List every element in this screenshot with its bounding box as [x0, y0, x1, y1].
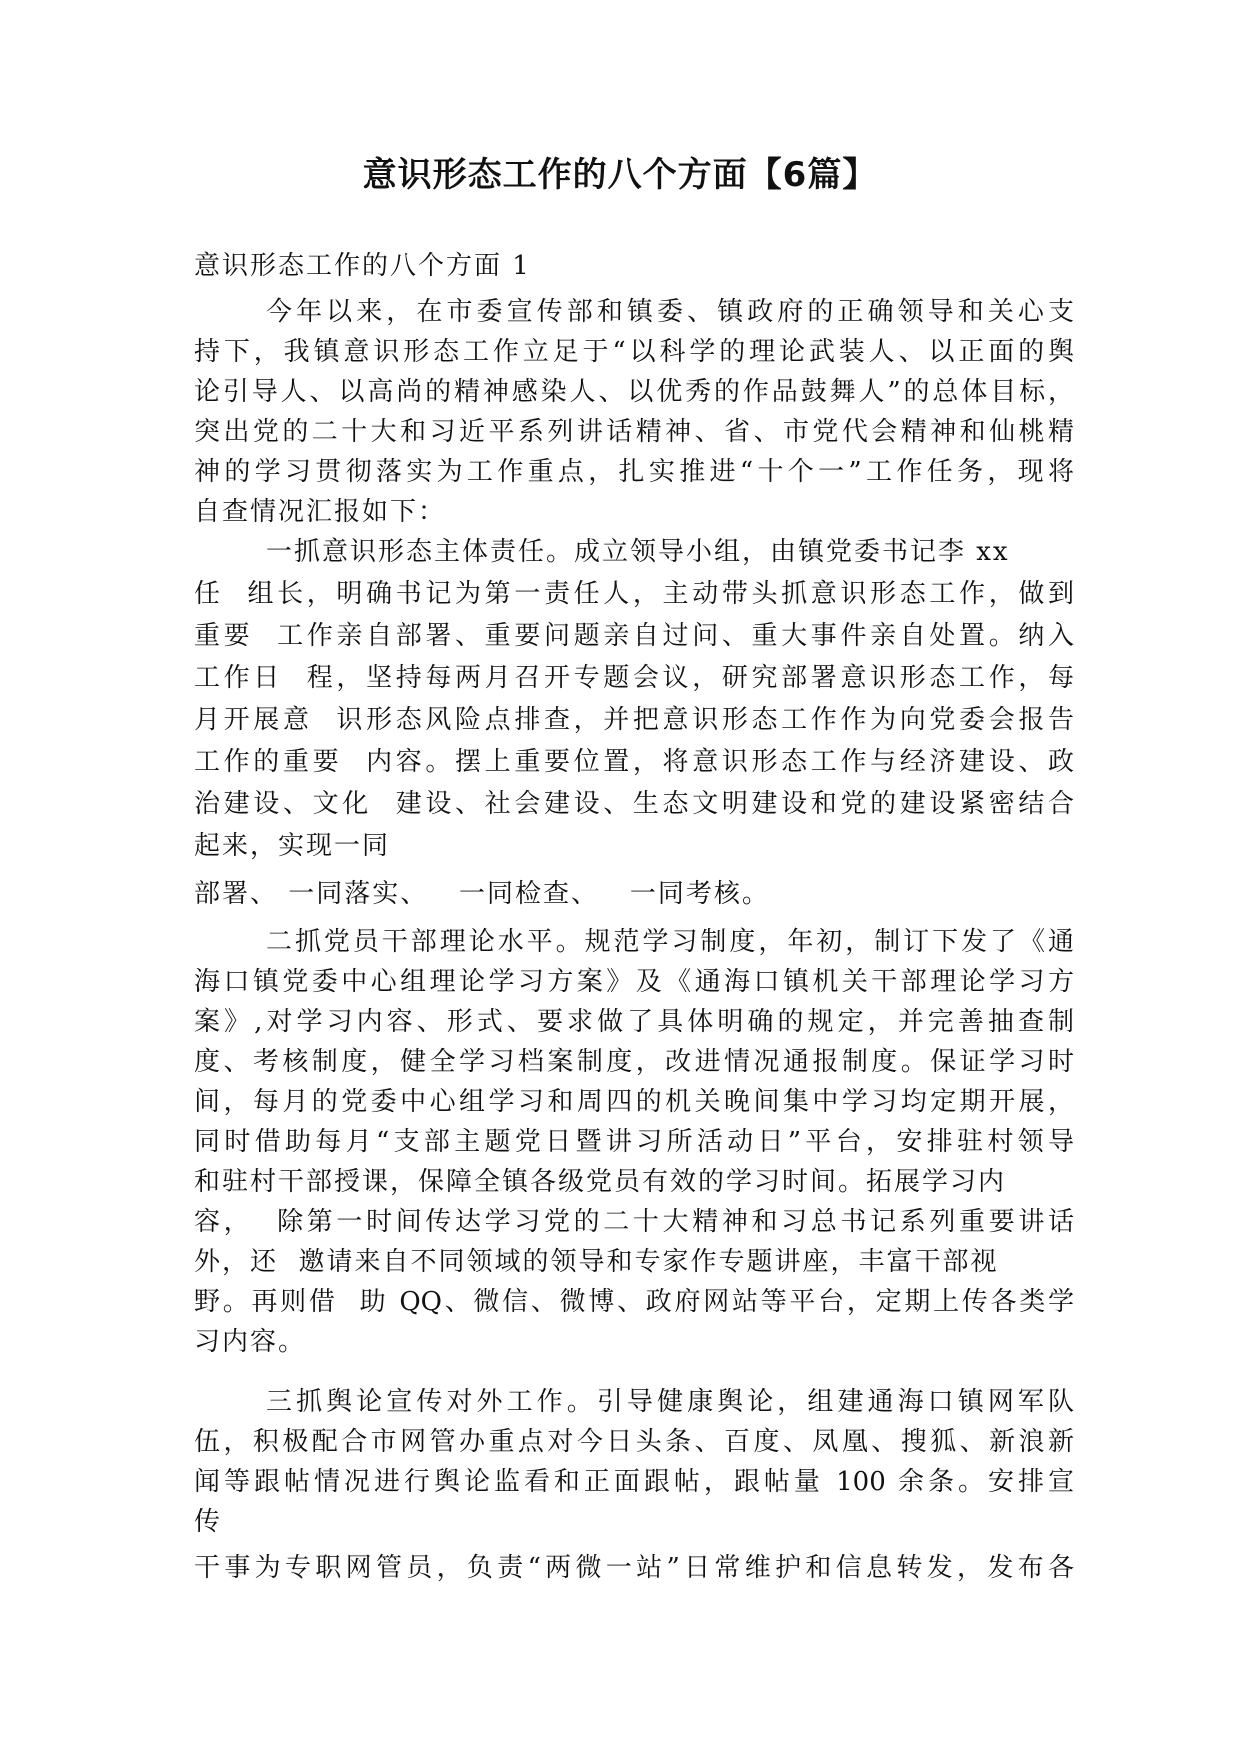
paragraph-line: 传: [194, 1507, 223, 1537]
paragraph-line: 自查情况汇报如下：: [194, 497, 447, 527]
paragraph-line: 伍，积极配合市网管办重点对今日头条、百度、凤凰、搜狐、新浪新: [194, 1427, 1074, 1457]
paragraph-line: 任 组长，明确书记为第一责任人，主动带头抓意识形态工作，做到: [194, 579, 1074, 609]
paragraph-line: 三抓舆论宣传对外工作。引导健康舆论，组建通海口镇网军队: [266, 1387, 1074, 1417]
paragraph-line: 工作的重要 内容。摆上重要位置，将意识形态工作与经济建设、政: [194, 747, 1074, 777]
paragraph-line: 论引导人、以高尚的精神感染人、以优秀的作品鼓舞人”的总体目标，: [194, 377, 1074, 407]
document-title: 意识形态工作的八个方面【6篇】: [362, 155, 878, 195]
paragraph-line: 部署、 一同落实、 一同检查、 一同考核。: [194, 879, 770, 909]
paragraph-line: 重要 工作亲自部署、重要问题亲自过问、重大事件亲自处置。纳入: [194, 621, 1074, 651]
paragraph-line: 持下，我镇意识形态工作立足于“以科学的理论武装人、以正面的舆: [194, 337, 1074, 367]
paragraph-line: 干事为专职网管员，负责“两微一站”日常维护和信息转发，发布各: [194, 1553, 1074, 1583]
paragraph-line: 间，每月的党委中心组学习和周四的机关晚间集中学习均定期开展，: [194, 1087, 1074, 1117]
section-heading: 意识形态工作的八个方面 1: [194, 251, 531, 281]
paragraph-line: 起来，实现一同: [194, 831, 391, 861]
paragraph-line: 月开展意 识形态风险点排查，并把意识形态工作作为向党委会报告: [194, 705, 1074, 735]
paragraph-line: 野。再则借 助 QQ、微信、微博、政府网站等平台，定期上传各类学: [194, 1287, 1074, 1317]
paragraph-line: 神的学习贯彻落实为工作重点，扎实推进“十个一”工作任务，现将: [194, 457, 1074, 487]
paragraph-line: 容， 除第一时间传达学习党的二十大精神和习总书记系列重要讲话: [194, 1207, 1074, 1237]
paragraph-line: 和驻村干部授课，保障全镇各级党员有效的学习时间。拓展学习内: [194, 1167, 1007, 1197]
paragraph-line: 治建设、文化 建设、社会建设、生态文明建设和党的建设紧密结合: [194, 789, 1074, 819]
paragraph-line: 外，还 邀请来自不同领域的领导和专家作专题讲座，丰富干部视: [194, 1247, 999, 1277]
paragraph-line: 案》,对学习内容、形式、要求做了具体明确的规定，并完善抽查制: [194, 1007, 1074, 1037]
paragraph-line: 突出党的二十大和习近平系列讲话精神、省、市党代会精神和仙桃精: [194, 417, 1074, 447]
paragraph-line: 今年以来，在市委宣传部和镇委、镇政府的正确领导和关心支: [266, 297, 1074, 327]
paragraph-line: 一抓意识形态主体责任。成立领导小组，由镇党委书记李 xx: [266, 537, 1010, 567]
paragraph-line: 习内容。: [194, 1327, 307, 1357]
paragraph-line: 度、考核制度，健全学习档案制度，改进情况通报制度。保证学习时: [194, 1047, 1074, 1077]
paragraph-line: 工作日 程，坚持每两月召开专题会议，研究部署意识形态工作，每: [194, 663, 1074, 693]
paragraph-line: 海口镇党委中心组理论学习方案》及《通海口镇机关干部理论学习方: [194, 967, 1074, 997]
paragraph-line: 二抓党员干部理论水平。规范学习制度，年初，制订下发了《通: [266, 927, 1074, 957]
paragraph-line: 同时借助每月“支部主题党日暨讲习所活动日”平台，安排驻村领导: [194, 1127, 1074, 1157]
paragraph-line: 闻等跟帖情况进行舆论监看和正面跟帖，跟帖量 100 余条。安排宣: [194, 1467, 1074, 1497]
